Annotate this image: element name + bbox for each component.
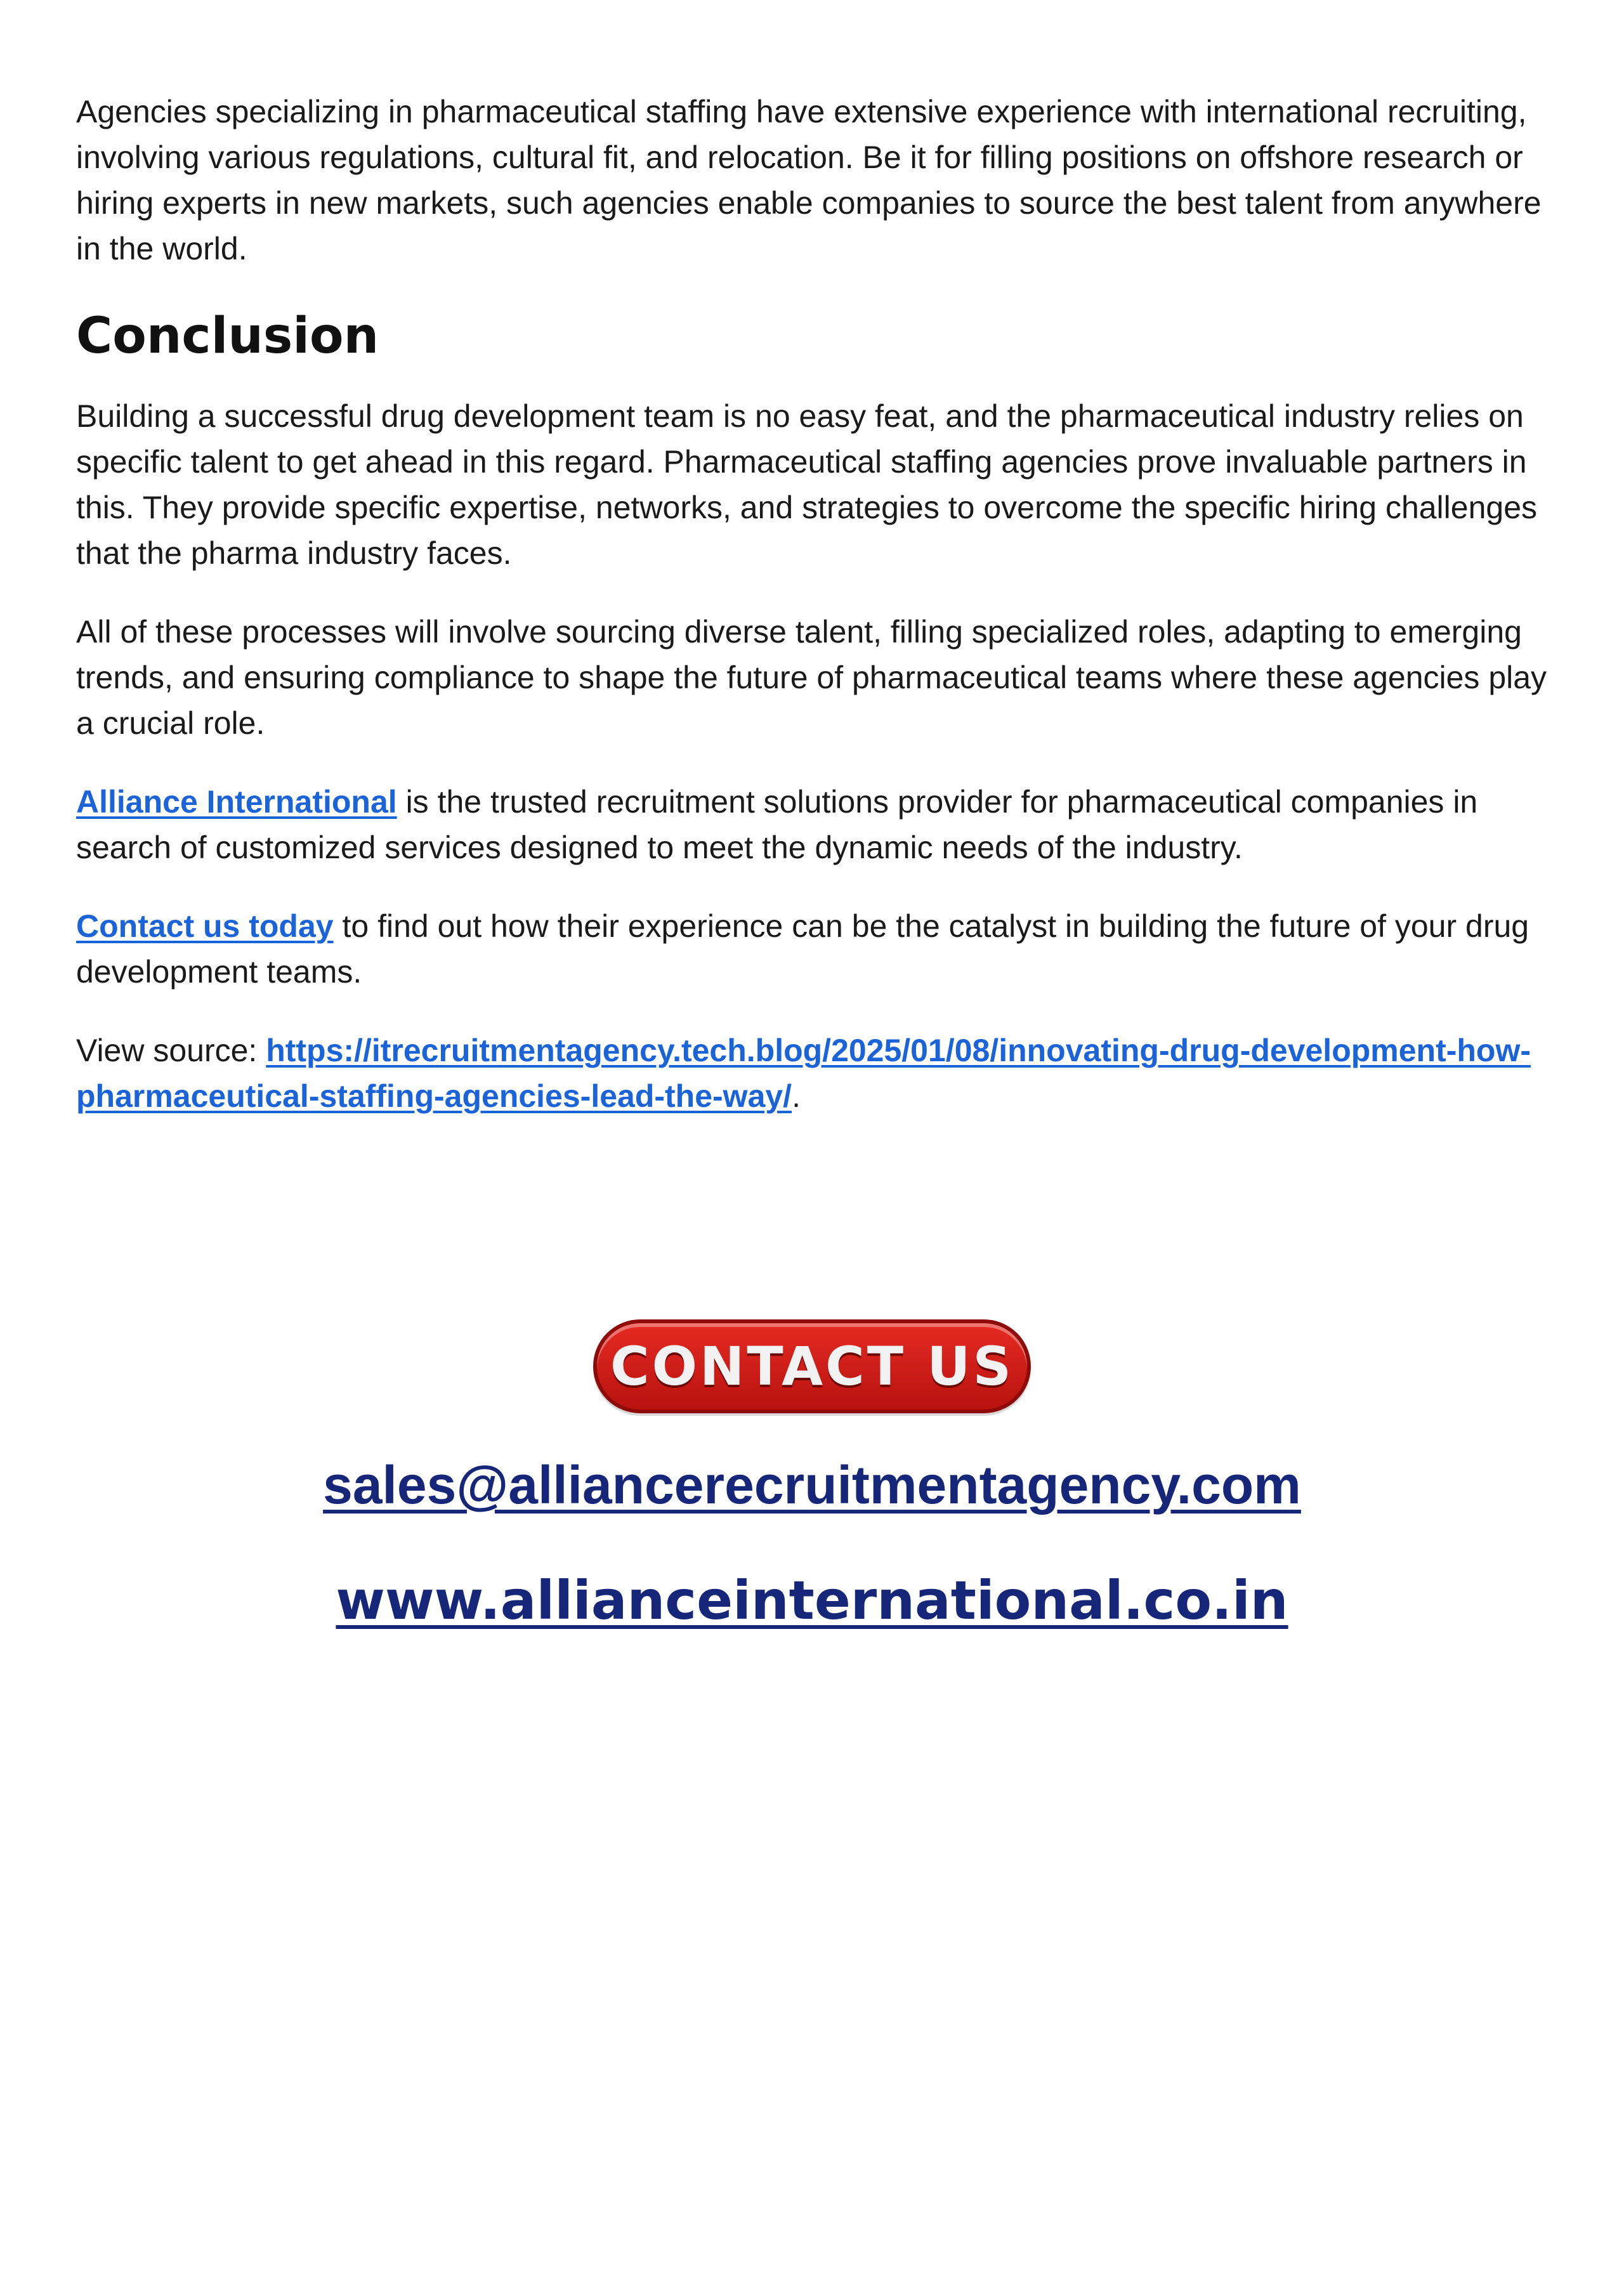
contact-section — [0, 1319, 1624, 1635]
view-source-label: View source: — [76, 1033, 266, 1068]
conclusion-paragraph-2: All of these processes will involve sourcing diverse talent, filling specialized roles, adapting to emerging trends, and ensuring compliance to shape the future of pharmaceutical teams where these agencies play a crucial role. — [76, 614, 1547, 741]
paragraph-4-text: to find out how their experience can be the catalyst in building the future of your drug development teams. — [76, 908, 1529, 990]
contact-us-button-label: CONTACT US — [610, 1335, 1014, 1397]
contact-us-today-link[interactable]: Contact us today — [76, 908, 334, 944]
sales-email-link[interactable]: sales@alliancerecruitmentagency.com — [323, 1455, 1301, 1515]
source-url-link[interactable]: https://itrecruitmentagency.tech.blog/2025/01/08/innovating-drug-development-how-pharmaceutical-staffing-agencies-lead-the-way/ — [76, 1033, 1531, 1114]
view-source-paragraph — [76, 1028, 1567, 1119]
conclusion-paragraph-4 — [76, 903, 1567, 995]
conclusion-paragraph-1: Building a successful drug development team is no easy feat, and the pharmaceutical industry relies on specific talent to get ahead in this regard. Pharmaceutical staffing agencies prove invaluable partners in this. They provide specific expertise, networks, and strategies to overcome the specific hiring challenges that the pharma industry faces. — [76, 398, 1538, 571]
document-body — [76, 89, 1567, 1152]
conclusion-paragraph-3 — [76, 779, 1567, 870]
intro-paragraph: Agencies specializing in pharmaceutical staffing have extensive experience with international recruiting, involving various regulations, cultural fit, and relocation. Be it for filling positions on offshore research or hiring experts in new markets, such agencies enable companies to source the best talent from anywhere in the world. — [76, 94, 1542, 266]
contact-us-button[interactable] — [593, 1319, 1031, 1413]
conclusion-heading: Conclusion — [76, 308, 379, 365]
website-link[interactable]: www.allianceinternational.co.in — [336, 1569, 1288, 1631]
paragraph-3-text: is the trusted recruitment solutions provider for pharmaceutical companies in search of customized services designed to meet the dynamic needs of the industry. — [76, 784, 1478, 865]
source-period: . — [792, 1078, 801, 1114]
alliance-international-link[interactable]: Alliance International — [76, 784, 397, 820]
